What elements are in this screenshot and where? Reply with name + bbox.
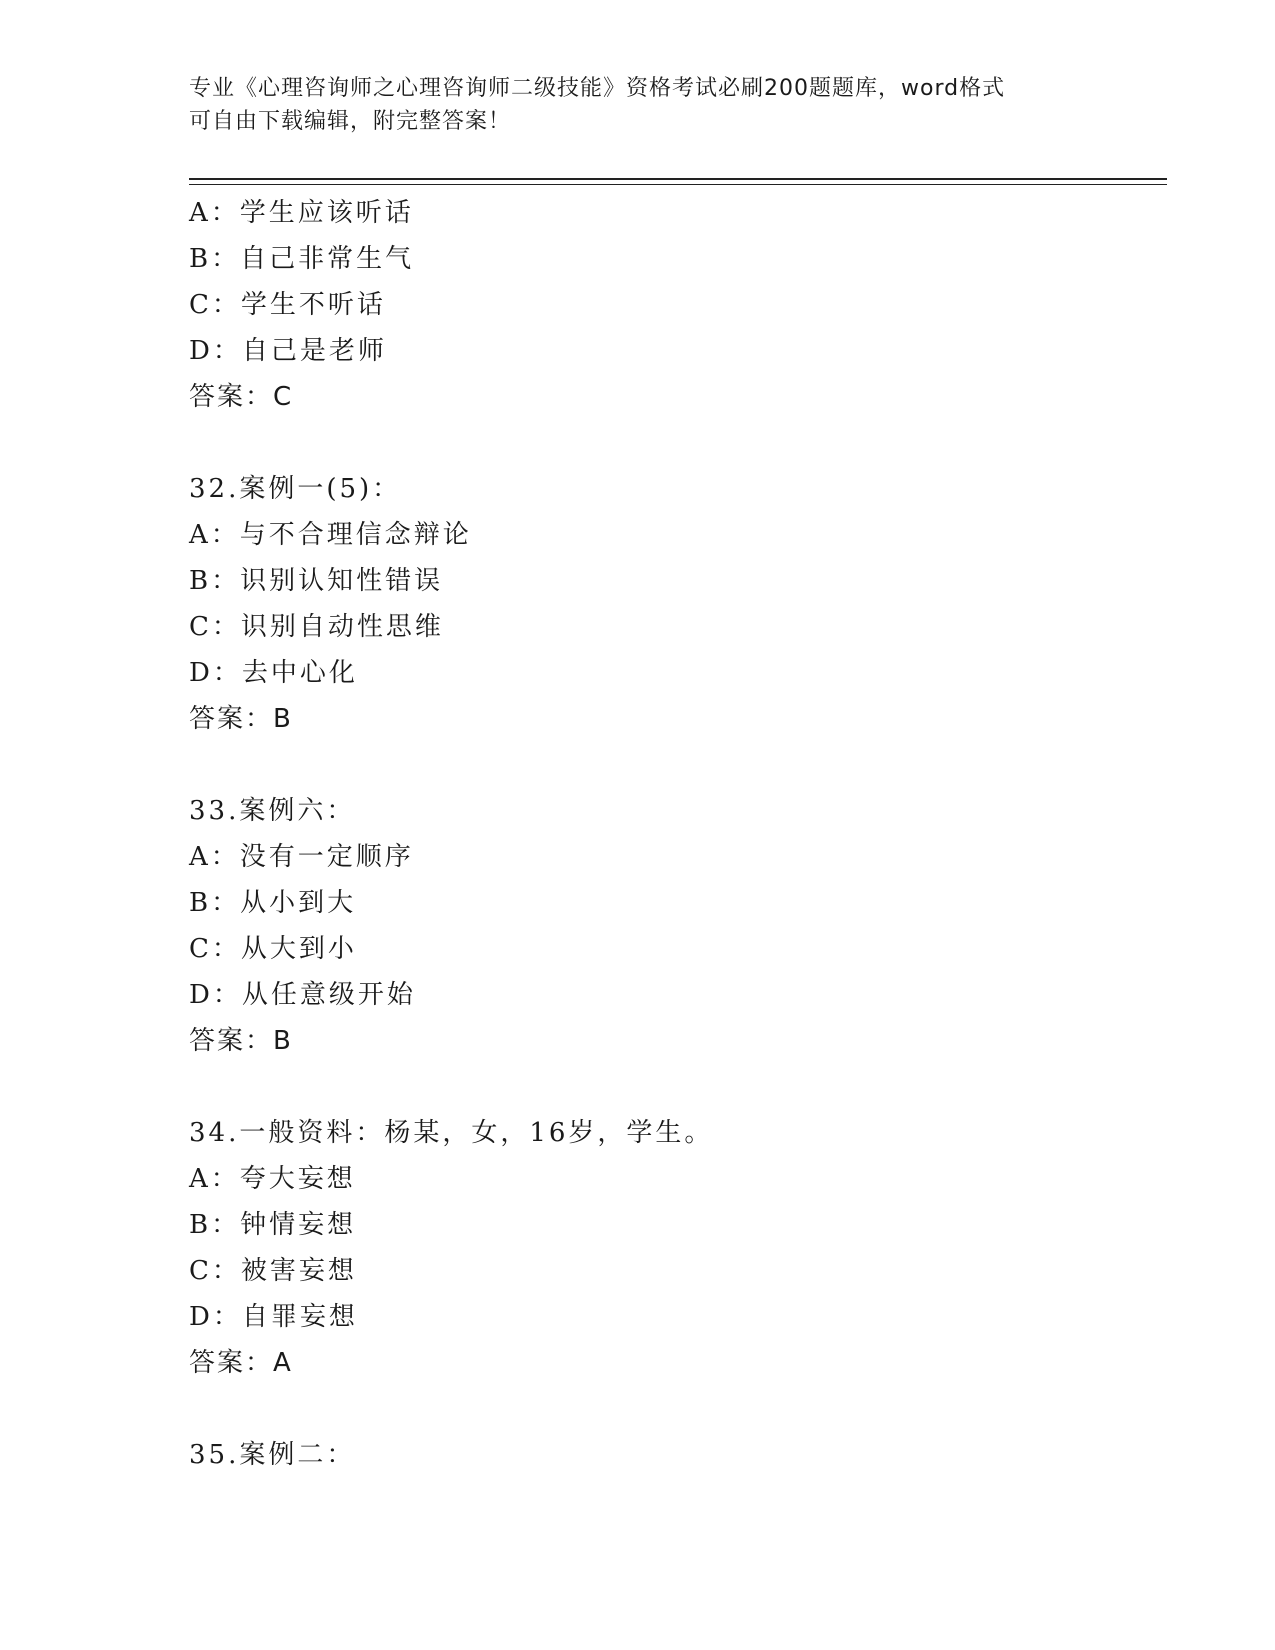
question-list (189, 190, 1167, 1478)
header-line-1: 专业《心理咨询师之心理咨询师二级技能》资格考试必刷200题题库，word格式 (189, 76, 1006, 101)
header-line-2: 可自由下载编辑，附完整答案！ (189, 109, 512, 134)
option-c: C：识别自动性思维 (189, 612, 444, 642)
question-title: 34.一般资料：杨某，女，16岁，学生。 (189, 1118, 714, 1148)
answer: 答案：C (189, 382, 294, 412)
option-d: D：从任意级开始 (189, 980, 416, 1010)
question-title: 35.案例二： (189, 1440, 356, 1470)
answer: 答案：B (189, 1026, 293, 1056)
question-33 (189, 788, 1167, 1064)
option-a: A：夸大妄想 (189, 1164, 356, 1194)
question-title: 33.案例六： (189, 796, 356, 826)
question-31 (189, 190, 1167, 420)
option-b: B：识别认知性错误 (189, 566, 444, 596)
option-c: C：被害妄想 (189, 1256, 357, 1286)
question-title: 32.案例一(5)： (189, 474, 402, 504)
header-rule-thin (189, 184, 1167, 185)
option-c: C：从大到小 (189, 934, 357, 964)
option-d: D：自罪妄想 (189, 1302, 358, 1332)
option-b: B：从小到大 (189, 888, 357, 918)
option-a: A：学生应该听话 (189, 198, 414, 228)
answer: 答案：A (189, 1348, 293, 1378)
question-32 (189, 466, 1167, 742)
answer: 答案：B (189, 704, 293, 734)
option-d: D：去中心化 (189, 658, 358, 688)
option-a: A：与不合理信念辩论 (189, 520, 472, 550)
option-d: D：自己是老师 (189, 336, 387, 366)
header-rule-thick (189, 178, 1167, 180)
question-34 (189, 1110, 1167, 1386)
option-b: B：钟情妄想 (189, 1210, 357, 1240)
document-header (189, 72, 1089, 138)
option-a: A：没有一定顺序 (189, 842, 414, 872)
option-c: C：学生不听话 (189, 290, 386, 320)
question-35 (189, 1432, 1167, 1478)
option-b: B：自己非常生气 (189, 244, 415, 274)
